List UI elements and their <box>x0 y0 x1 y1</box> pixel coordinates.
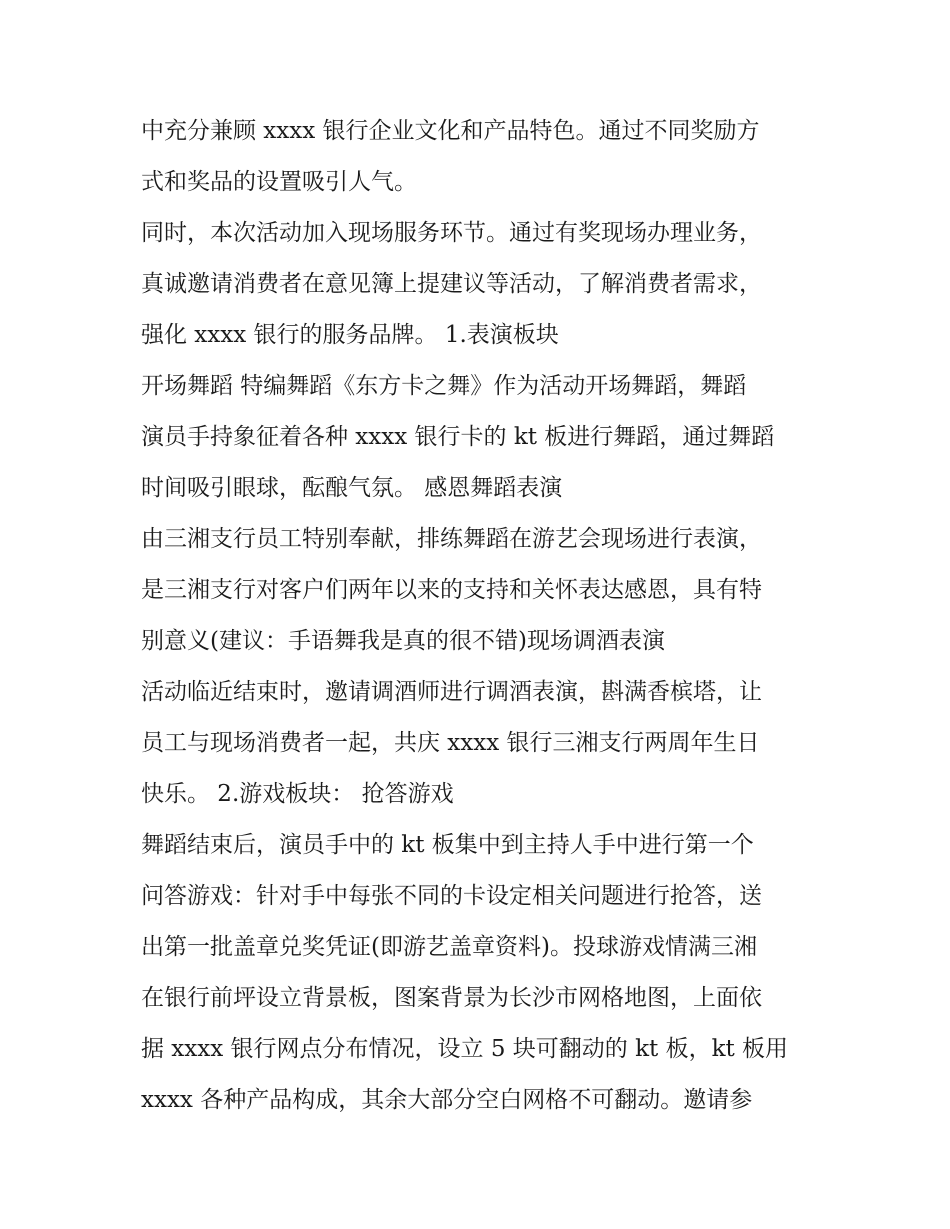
text-line: 演员手持象征着各种 xxxx 银行卡的 kt 板进行舞蹈，通过舞蹈 <box>141 424 775 450</box>
text-line: 舞蹈结束后，演员手中的 kt 板集中到主持人手中进行第一个 <box>141 832 754 858</box>
text-line: xxxx 各种产品构成，其余大部分空白网格不可翻动。邀请参 <box>141 1087 753 1113</box>
text-line: 时间吸引眼球，酝酿气氛。 感恩舞蹈表演 <box>141 475 563 501</box>
text-line: 问答游戏：针对手中每张不同的卡设定相关问题进行抢答，送 <box>141 883 762 909</box>
text-line: 出第一批盖章兑奖凭证(即游艺盖章资料)。投球游戏情满三湘 <box>141 934 757 960</box>
text-line: 员工与现场消费者一起，共庆 xxxx 银行三湘支行两周年生日 <box>141 730 760 756</box>
text-line: 别意义(建议：手语舞我是真的很不错)现场调酒表演 <box>141 628 665 654</box>
text-line: 快乐。 2.游戏板块： 抢答游戏 <box>141 781 454 807</box>
text-line: 真诚邀请消费者在意见簿上提建议等活动，了解消费者需求， <box>141 271 762 297</box>
text-line: 由三湘支行员工特别奉献，排练舞蹈在游艺会现场进行表演， <box>141 526 762 552</box>
text-line: 同时，本次活动加入现场服务环节。通过有奖现场办理业务， <box>141 220 762 246</box>
text-line: 是三湘支行对客户们两年以来的支持和关怀表达感恩，具有特 <box>141 577 762 603</box>
body-text <box>141 106 821 1126</box>
text-line: 活动临近结束时，邀请调酒师进行调酒表演，斟满香槟塔，让 <box>141 679 762 705</box>
text-line: 式和奖品的设置吸引人气。 <box>141 169 417 195</box>
text-line: 强化 xxxx 银行的服务品牌。 1.表演板块 <box>141 322 559 348</box>
text-line: 据 xxxx 银行网点分布情况，设立 5 块可翻动的 kt 板，kt 板用 <box>141 1036 789 1062</box>
text-line: 在银行前坪设立背景板，图案背景为长沙市网格地图，上面依 <box>141 985 762 1011</box>
text-line: 中充分兼顾 xxxx 银行企业文化和产品特色。通过不同奖励方 <box>141 118 760 144</box>
text-line: 开场舞蹈 特编舞蹈《东方卡之舞》作为活动开场舞蹈，舞蹈 <box>141 373 747 399</box>
